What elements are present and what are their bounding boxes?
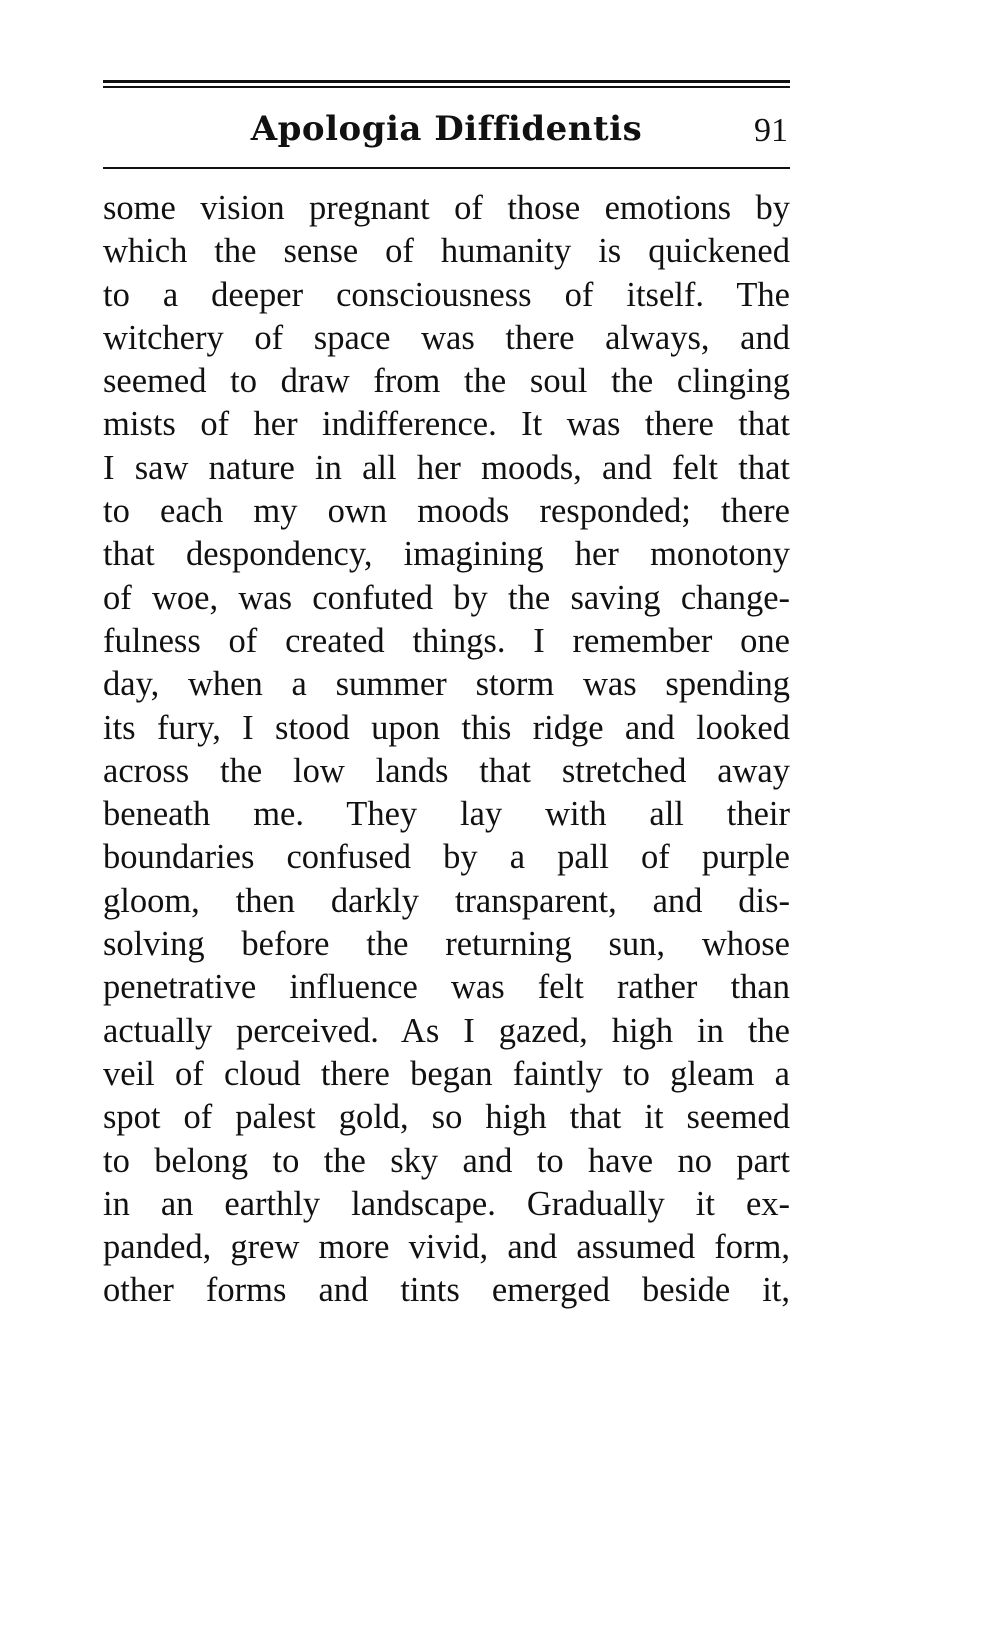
text-line: boundaries confused by a pall of purple xyxy=(103,838,790,877)
header-rule-thin xyxy=(103,86,790,88)
text-line: actually perceived. As I gazed, high in the xyxy=(103,1011,790,1050)
text-line: beneath me. They lay with all their xyxy=(103,795,790,834)
text-line: solving before the returning sun, whose xyxy=(103,925,790,964)
header-rule-bottom xyxy=(103,167,790,169)
text-line: gloom, then darkly transparent, and dis- xyxy=(103,881,790,920)
text-line: panded, grew more vivid, and assumed form, xyxy=(103,1228,790,1267)
text-line: of woe, was confuted by the saving change- xyxy=(103,578,790,617)
text-line: spot of palest gold, so high that it seemed xyxy=(103,1098,790,1137)
text-line: day, when a summer storm was spending xyxy=(103,665,790,704)
text-line: some vision pregnant of those emotions by xyxy=(103,189,790,227)
text-line: its fury, I stood upon this ridge and looked xyxy=(103,708,790,747)
text-line: across the low lands that stretched away xyxy=(103,751,790,790)
text-line: in an earthly landscape. Gradually it ex- xyxy=(103,1184,790,1223)
header-rule-thick xyxy=(103,80,790,83)
text-line: witchery of space was there always, and xyxy=(103,318,790,357)
text-line: veil of cloud there began faintly to gleam a xyxy=(103,1054,790,1093)
page-number: 91 xyxy=(754,112,788,149)
body-text xyxy=(103,187,790,1313)
text-line: to a deeper consciousness of itself. The xyxy=(103,275,790,314)
text-line: that despondency, imagining her monotony xyxy=(103,535,790,574)
running-head xyxy=(103,104,790,160)
text-line: other forms and tints emerged beside it, xyxy=(103,1271,790,1310)
text-line: which the sense of humanity is quickened xyxy=(103,232,790,271)
text-line: penetrative influence was felt rather than xyxy=(103,968,790,1007)
text-line: to belong to the sky and to have no part xyxy=(103,1141,790,1180)
text-line: mists of her indifference. It was there that xyxy=(103,405,790,444)
text-line: fulness of created things. I remember one xyxy=(103,621,790,660)
text-line: to each my own moods responded; there xyxy=(103,492,790,531)
text-line: I saw nature in all her moods, and felt that xyxy=(103,448,790,487)
text-line: seemed to draw from the soul the clinging xyxy=(103,362,790,401)
running-title: Apologia Diffidentis xyxy=(250,109,643,149)
